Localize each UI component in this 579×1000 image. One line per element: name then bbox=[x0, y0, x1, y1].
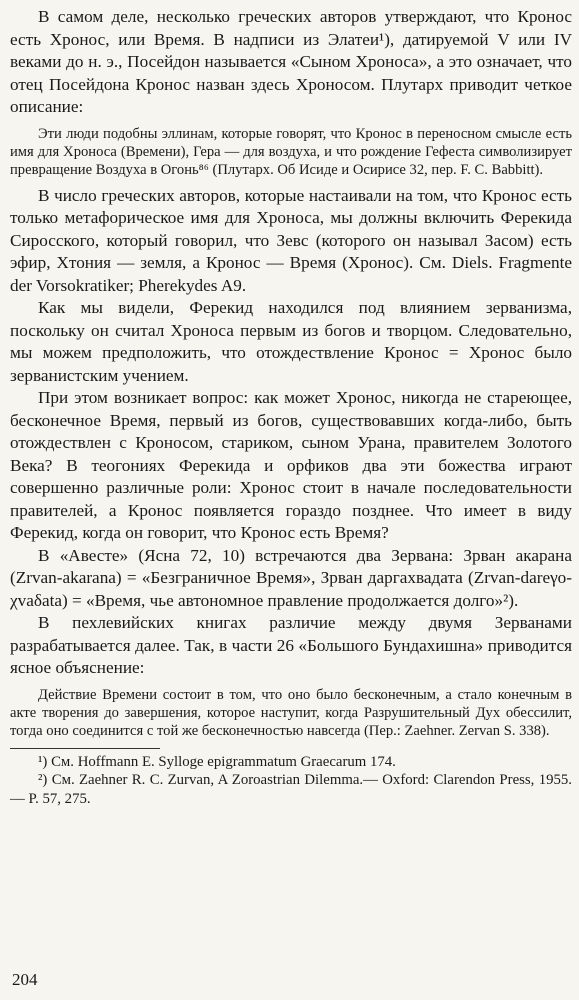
page-number: 204 bbox=[12, 970, 38, 989]
paragraph-2: В число греческих авторов, которые настаивали на том, что Кронос есть только метафорическое имя для Хроноса, мы должны включить Ферекида Сиросского, который говорил, что Зевс (которого он называл Засом) есть эфир, Хтония — земля, а Кронос — Время (Хронос). См. Diels. Fragmente der Vorsokratiker; Pherekydes A9. bbox=[10, 185, 572, 295]
paragraph-1: В самом деле, несколько греческих авторов утверждают, что Кронос есть Хронос, или Время. В надписи из Элатеи¹), датируемой V или IV веками до н. э., Посейдон называется «Сыном Хроноса», а это означает, что отец Посейдона Кронос назван здесь Хроносом. Плутарх приводит четкое описание: bbox=[10, 7, 572, 116]
paragraph-3: Как мы видели, Ферекид находился под влиянием зерванизма, поскольку он считал Хроноса первым из богов и творцом. Следовательно, мы можем предположить, что отождествление Кронос = Хронос было зерванистским учением. bbox=[10, 298, 572, 385]
plutarch-quote: Эти люди подобны эллинам, которые говорят, что Кронос в переносном смысле есть имя для Хроноса (Времени), Гера — для воздуха, и что рождение Гефеста символизирует превращение Воздуха в Огонь⁸⁶ (Плутарх. Об Исиде и Осирисе 32, пер. F. C. Babbitt). bbox=[10, 125, 572, 178]
paragraph-4: При этом возникает вопрос: как может Хронос, никогда не стареющее, бесконечное Время, первый из богов, существовавших когда-либо, быть отождествлен с Кроносом, стариком, сыном Урана, правителем Золотого Века? В теогониях Ферекида и орфиков два эти божества играют совершенно различные роли: Хронос стоит в начале последовательности правителей, а Кронос появляется гораздо позднее. Что имеет в виду Ферекид, когда он говорит, что Кронос есть Время? bbox=[10, 388, 572, 542]
footnote-divider bbox=[10, 748, 160, 749]
page-body bbox=[10, 6, 572, 808]
footnote-2: ²) См. Zaehner R. C. Zurvan, A Zoroastrian Dilemma.— Oxford: Clarendon Press, 1955.— P. 57, 275. bbox=[10, 772, 572, 807]
paragraph-5: В «Авесте» (Ясна 72, 10) встречаются два Зервана: Зрван акарана (Zrvan-akarana) = «Безграничное Время», Зрван даргахвадата (Zrvan-dareγo-χvaδata) = «Время, чье автономное правление продолжается долго»²). bbox=[10, 545, 572, 610]
paragraph-6: В пехлевийских книгах различие между двумя Зерванами разрабатывается далее. Так, в части 26 «Большого Бундахишна» приводится ясное объяснение: bbox=[10, 613, 572, 677]
bundahishn-quote: Действие Времени состоит в том, что оно было бесконечным, а стало конечным в акте творения до завершения, которое наступит, когда Разрушительный Дух обессилит, тогда оно соединится с той же бесконечностью навсегда (Пер.: Zaehner. Zervan S. 338). bbox=[10, 686, 572, 739]
footnote-1: ¹) См. Hoffmann E. Sylloge epigrammatum Graecarum 174. bbox=[38, 753, 396, 770]
